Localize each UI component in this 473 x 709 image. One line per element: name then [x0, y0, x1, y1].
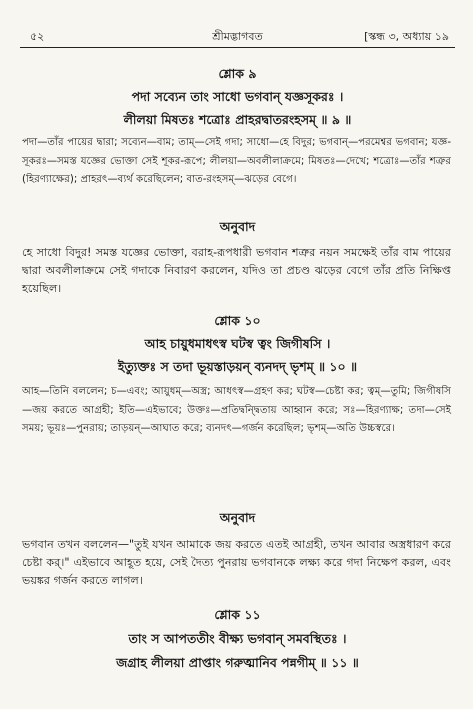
sloka-10-synonyms-text: আহ—তিনি বললেন; চ—এবং; আয়ুধম্—অস্ত্র; আধৎস্ব—গ্রহণ কর; ঘটস্ব—চেষ্টা কর; ত্বম্—তুমি; জিগীষসি—জয় করতে আগ্রহী; ইতি—এইভাবে; উক্তঃ—প্রতিদ্বন্দ্বিতায় আহ্বান করে; সঃ—হিরণ্যাক্ষ; তদা—সেই সময়; ভূয়ঃ—পুনরায়; তাড়য়ন্—আঘাত করে; ব্যনদৎ—গর্জন করেছিল; ভৃশম্—অতি উচ্চস্বরে।	[22, 386, 451, 434]
sloka-9-synonyms	[22, 134, 451, 190]
section-reference: [স্কন্ধ ৩, অধ্যায় ১৯	[364, 30, 449, 43]
sloka-10-translation	[22, 536, 451, 590]
sloka-9-heading: শ্লোক ৯	[218, 66, 257, 81]
sloka-9-synonyms-text: পদা—তাঁর পায়ের দ্বারা; সব্যেন—বাম; তাম্—সেই গদা; সাধো—হে বিদুর; ভগবান্—পরমেশ্বর ভগবান; যজ্ঞ-সূকরঃ—সমস্ত যজ্ঞের ভোক্তা সেই শূকর-রূপে; লীলয়া—অবলীলাক্রমে; মিষতঃ—দেখে; শত্রোঃ—তাঁর শত্রুর (হিরণ্যাক্ষের); প্রাহরৎ—ব্যর্থ করেছিলেন; বাত-রংহসম্—ঝড়ের বেগে।	[22, 137, 451, 185]
sloka-10-anuvad-heading: অনুবাদ	[219, 510, 256, 525]
sloka-10-synonyms	[22, 383, 451, 439]
header-rule	[20, 47, 455, 48]
sloka-10-verse-line-2: ইত্যুক্তঃ স তদা ভূয়স্তাড়য়ন্ ব্যনদদ্ ভৃশম্ ॥ ১০ ॥	[117, 359, 358, 374]
sloka-9-verse-line-2: লীলয়া মিষতঃ শত্রোঃ প্রাহরদ্বাতরংহসম্ ॥ ৯ ॥	[123, 112, 352, 127]
sloka-9-anuvad-heading: অনুবাদ	[219, 219, 256, 234]
sloka-11-verse-line-2: জগ্রাহ লীলয়া প্রাপ্তাং গরুত্মানিব পন্নগীম্ ॥ ১১ ॥	[116, 655, 359, 670]
sloka-9-verse-line-1: পদা সব্যেন তাং সাধো ভগবান্ যজ্ঞসূকরঃ ।	[131, 89, 344, 104]
sloka-11-verse-line-1: তাং স আপততীং বীক্ষ্য ভগবান্ সমবস্থিতঃ ।	[128, 631, 347, 646]
sloka-10-translation-text: ভগবান তখন বললেন—"তুই যখন আমাকে জয় করতে এতই আগ্রহী, তখন আবার অস্ত্রধারণ করে চেষ্টা কর্।" এইভাবে আহূত হয়ে, সেই দৈত্য পুনরায় ভগবানকে লক্ষ্য করে গদা নিক্ষেপ করল, এবং ভয়ঙ্কর গর্জন করতে লাগল।	[22, 538, 451, 587]
book-title: শ্রীমদ্ভাগবত	[212, 30, 263, 43]
sloka-9-translation	[22, 244, 451, 298]
sloka-10-heading: শ্লোক ১০	[214, 313, 261, 328]
sloka-10-verse-line-1: আহ চায়ুধমাধৎস্ব ঘটস্ব ত্বং জিগীষসি ।	[144, 336, 331, 351]
sloka-11-heading: শ্লোক ১১	[214, 607, 261, 622]
sloka-9-translation-text: হে সাধো বিদুর! সমস্ত যজ্ঞের ভোক্তা, বরাহ-রূপধারী ভগবান শত্রুর নয়ন সমক্ষেই তাঁর বাম পায়ের দ্বারা অবলীলাক্রমে সেই গদাকে নিবারণ করলেন, যদিও তা প্রচণ্ড ঝড়ের বেগে তাঁর প্রতি নিক্ষিপ্ত হয়েছিল।	[22, 246, 451, 295]
page-number: ৫২	[30, 30, 45, 43]
running-header	[20, 28, 455, 46]
